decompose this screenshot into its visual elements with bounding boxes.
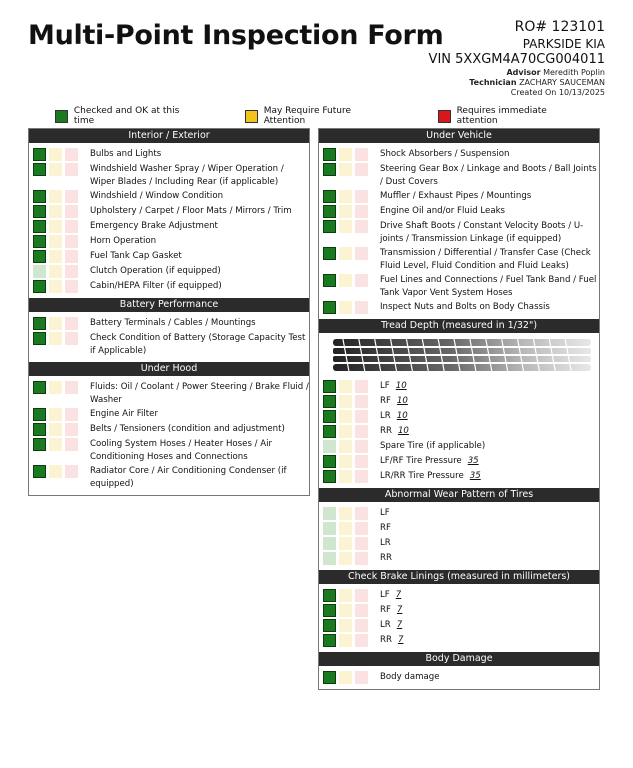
list-item [319,162,599,189]
list-item [29,279,309,294]
item-label: LF 10 [380,381,407,391]
immediate-status[interactable] [355,274,368,287]
item-label: Body damage [380,672,440,682]
ok-status[interactable] [323,537,336,550]
immediate-status[interactable] [355,163,368,176]
list-item [29,331,309,358]
ok-status[interactable] [323,220,336,233]
section-body-title: Body Damage [319,652,599,666]
list-item [319,189,599,204]
ok-status[interactable] [33,438,46,451]
future-status[interactable] [339,619,352,632]
brake-value: 7 [396,620,403,630]
section-vehicle [319,143,599,319]
brake-value: 7 [395,590,402,600]
tire-tread-icon [333,337,591,373]
section-interior-title: Interior / Exterior [29,129,309,143]
section-brakes-title: Check Brake Linings (measured in millimeters) [319,570,599,584]
immediate-status[interactable] [355,522,368,535]
pressure-value: 35 [469,471,481,481]
immediate-status[interactable] [65,205,78,218]
list-item [29,249,309,264]
item-label: LF [380,508,390,518]
item-label: RR [380,553,392,563]
item-label: Drive Shaft Boots / Constant Velocity Boots / U-joints / Transmission Linkage (if equipped) [380,221,584,244]
list-item [319,521,599,536]
item-label: Clutch Operation (if equipped) [90,266,221,276]
list-item [319,147,599,162]
legend-ok-label: Checked and OK at this time [73,106,180,126]
future-status[interactable] [339,604,352,617]
ok-status[interactable] [323,634,336,647]
immediate-status[interactable] [65,265,78,278]
technician: Technician ZACHARY SAUCEMAN [469,77,605,87]
immediate-status[interactable] [355,619,368,632]
future-status[interactable] [339,634,352,647]
item-label: Horn Operation [90,236,157,246]
item-label: Fuel Lines and Connections / Fuel Tank Band / Fuel Tank Vapor Vent System Hoses [380,275,597,298]
immediate-status[interactable] [355,301,368,314]
future-status[interactable] [339,425,352,438]
item-label: LF/RF Tire Pressure 35 [380,456,479,466]
ok-status[interactable] [33,381,46,394]
section-vehicle-title: Under Vehicle [319,129,599,143]
future-status[interactable] [339,163,352,176]
pressure-value: 35 [467,456,479,466]
future-status[interactable] [49,190,62,203]
ok-status[interactable] [33,408,46,421]
ok-status[interactable] [323,552,336,565]
list-item [319,394,599,409]
item-label: Radiator Core / Air Conditioning Condenser (if equipped) [90,466,287,489]
list-item [319,379,599,394]
ok-status[interactable] [33,250,46,263]
legend-ok [55,106,201,126]
future-status[interactable] [339,380,352,393]
immediate-status[interactable] [355,190,368,203]
item-label: Shock Absorbers / Suspension [380,149,510,159]
immediate-status[interactable] [355,148,368,161]
immediate-status[interactable] [355,507,368,520]
immediate-status[interactable] [355,410,368,423]
ok-status[interactable] [33,235,46,248]
ok-status[interactable] [323,425,336,438]
green-swatch [55,110,68,123]
yellow-swatch [245,110,258,123]
future-status[interactable] [49,205,62,218]
future-status[interactable] [339,455,352,468]
ok-status[interactable] [323,274,336,287]
immediate-status[interactable] [65,280,78,293]
ok-status[interactable] [33,163,46,176]
item-label: Cabin/HEPA Filter (if equipped) [90,281,222,291]
ok-status[interactable] [33,423,46,436]
future-status[interactable] [49,250,62,263]
future-status[interactable] [339,522,352,535]
list-item [319,506,599,521]
section-body [319,666,599,689]
ok-status[interactable] [323,522,336,535]
item-label: Battery Terminals / Cables / Mountings [90,318,256,328]
list-item [319,246,599,273]
item-label: RR 10 [380,426,409,436]
ok-status[interactable] [323,440,336,453]
future-status[interactable] [339,440,352,453]
list-item [319,588,599,603]
ok-status[interactable] [323,410,336,423]
section-tread-title: Tread Depth (measured in 1/32") [319,319,599,333]
future-status[interactable] [339,395,352,408]
list-item [29,407,309,422]
item-label: Engine Air Filter [90,409,158,419]
immediate-status[interactable] [65,190,78,203]
future-status[interactable] [49,438,62,451]
immediate-status[interactable] [355,440,368,453]
future-status[interactable] [339,247,352,260]
future-status[interactable] [339,205,352,218]
right-column [318,128,600,690]
list-item [319,454,599,469]
item-label: Muffler / Exhaust Pipes / Mountings [380,191,532,201]
item-label: Transmission / Differential / Transfer Case (Check Fluid Level, Fluid Condition and Fluid Leaks) [380,248,591,271]
left-column [28,128,310,496]
ok-status[interactable] [323,671,336,684]
item-label: RF [380,523,391,533]
tread-value: 10 [397,426,409,436]
list-item [319,300,599,315]
ok-status[interactable] [323,190,336,203]
ok-status[interactable] [323,507,336,520]
item-label: Steering Gear Box / Linkage and Boots / Ball Joints / Dust Covers [380,164,597,187]
legend-future-label: May Require Future Attention [263,106,352,126]
item-label: Cooling System Hoses / Heater Hoses / Air Conditioning Hoses and Connections [90,439,273,462]
section-brakes [319,584,599,652]
immediate-status[interactable] [65,235,78,248]
list-item [319,273,599,300]
future-status[interactable] [49,423,62,436]
item-label: LR 7 [380,620,403,630]
legend-future [245,106,394,126]
list-item [29,234,309,249]
list-item [319,409,599,424]
list-item [29,464,309,491]
section-hood [29,376,309,495]
future-status[interactable] [49,381,62,394]
legend [55,106,633,126]
immediate-status[interactable] [65,423,78,436]
section-battery-title: Battery Performance [29,298,309,312]
immediate-status[interactable] [355,247,368,260]
list-item [29,147,309,162]
item-label: LR [380,538,391,548]
immediate-status[interactable] [355,220,368,233]
ok-status[interactable] [323,163,336,176]
ok-status[interactable] [33,317,46,330]
ro-number: RO# 123101 [514,19,605,35]
item-label: Engine Oil and/or Fluid Leaks [380,206,506,216]
immediate-status[interactable] [355,455,368,468]
item-label: Fuel Tank Cap Gasket [90,251,182,261]
header-info [429,19,605,98]
future-status[interactable] [339,537,352,550]
item-label: Bulbs and Lights [90,149,162,159]
future-status[interactable] [49,408,62,421]
future-status[interactable] [49,317,62,330]
future-status[interactable] [49,235,62,248]
future-status[interactable] [339,148,352,161]
list-item [319,439,599,454]
future-status[interactable] [339,470,352,483]
ok-status[interactable] [33,220,46,233]
ok-status[interactable] [33,148,46,161]
list-item [29,316,309,331]
ok-status[interactable] [33,265,46,278]
list-item [29,189,309,204]
immediate-status[interactable] [355,395,368,408]
ok-status[interactable] [33,332,46,345]
item-label: LF 7 [380,590,402,600]
list-item [319,424,599,439]
item-label: Spare Tire (if applicable) [380,441,486,451]
item-label: RR 7 [380,635,404,645]
tread-value: 10 [395,381,407,391]
immediate-status[interactable] [355,205,368,218]
immediate-status[interactable] [355,537,368,550]
ok-status[interactable] [323,470,336,483]
immediate-status[interactable] [65,465,78,478]
immediate-status[interactable] [355,671,368,684]
list-item [319,536,599,551]
section-wear [319,502,599,570]
section-hood-title: Under Hood [29,362,309,376]
advisor: Advisor Meredith Poplin [506,67,605,77]
item-label: Windshield Washer Spray / Wiper Operation / Wiper Blades / Including Rear (if applicable) [90,164,284,187]
tread-depth-graphic [333,337,591,373]
list-item [29,380,309,407]
item-label: RF 10 [380,396,408,406]
immediate-status[interactable] [65,148,78,161]
legend-immediate [438,106,589,126]
item-label: Windshield / Window Condition [90,191,224,201]
section-battery [29,312,309,362]
item-label: Inspect Nuts and Bolts on Body Chassis [380,302,550,312]
future-status[interactable] [339,190,352,203]
immediate-status[interactable] [65,332,78,345]
future-status[interactable] [49,465,62,478]
section-interior [29,143,309,298]
list-item [29,219,309,234]
immediate-status[interactable] [355,470,368,483]
ok-status[interactable] [33,465,46,478]
immediate-status[interactable] [65,317,78,330]
ok-status[interactable] [323,395,336,408]
ok-status[interactable] [33,190,46,203]
red-swatch [438,110,451,123]
future-status[interactable] [49,280,62,293]
item-label: Check Condition of Battery (Storage Capacity Test if Applicable) [90,333,306,356]
tread-value: 10 [396,411,408,421]
list-item [319,219,599,246]
page-title: Multi-Point Inspection Form [28,20,444,51]
vin: VIN 5XXGM4A70CG004011 [428,51,605,67]
list-item [319,469,599,484]
immediate-status[interactable] [65,381,78,394]
ok-status[interactable] [323,604,336,617]
list-item [319,603,599,618]
ok-status[interactable] [323,619,336,632]
immediate-status[interactable] [65,220,78,233]
immediate-status[interactable] [355,589,368,602]
list-item [319,633,599,648]
section-wear-title: Abnormal Wear Pattern of Tires [319,488,599,502]
future-status[interactable] [49,265,62,278]
section-tread [319,379,599,488]
future-status[interactable] [339,301,352,314]
dealer-name: PARKSIDE KIA [522,36,605,51]
list-item [29,422,309,437]
future-status[interactable] [339,671,352,684]
future-status[interactable] [339,507,352,520]
immediate-status[interactable] [355,634,368,647]
ok-status[interactable] [323,301,336,314]
item-label: Emergency Brake Adjustment [90,221,218,231]
immediate-status[interactable] [355,552,368,565]
ok-status[interactable] [323,589,336,602]
future-status[interactable] [49,148,62,161]
legend-immediate-label: Requires immediate attention [456,106,547,126]
future-status[interactable] [49,163,62,176]
list-item [29,162,309,189]
immediate-status[interactable] [355,425,368,438]
immediate-status[interactable] [65,163,78,176]
list-item [29,264,309,279]
immediate-status[interactable] [65,250,78,263]
list-item [319,551,599,566]
immediate-status[interactable] [355,380,368,393]
immediate-status[interactable] [65,408,78,421]
item-label: RF 7 [380,605,403,615]
future-status[interactable] [339,589,352,602]
immediate-status[interactable] [355,604,368,617]
ok-status[interactable] [323,148,336,161]
future-status[interactable] [339,220,352,233]
ok-status[interactable] [323,455,336,468]
list-item [319,204,599,219]
future-status[interactable] [339,274,352,287]
immediate-status[interactable] [65,438,78,451]
future-status[interactable] [49,332,62,345]
brake-value: 7 [396,605,403,615]
created-on: Created On 10/13/2025 [510,87,605,97]
item-label: Upholstery / Carpet / Floor Mats / Mirrors / Trim [90,206,292,216]
item-label: LR 10 [380,411,408,421]
item-label: LR/RR Tire Pressure 35 [380,471,481,481]
future-status[interactable] [339,410,352,423]
tread-value: 10 [396,396,408,406]
ok-status[interactable] [323,247,336,260]
ok-status[interactable] [33,280,46,293]
future-status[interactable] [49,220,62,233]
ok-status[interactable] [323,205,336,218]
list-item [319,670,599,685]
item-label: Fluids: Oil / Coolant / Power Steering / Brake Fluid / Washer [90,382,309,405]
future-status[interactable] [339,552,352,565]
ok-status[interactable] [323,380,336,393]
list-item [319,618,599,633]
ok-status[interactable] [33,205,46,218]
brake-value: 7 [397,635,404,645]
list-item [29,437,309,464]
list-item [29,204,309,219]
item-label: Belts / Tensioners (condition and adjustment) [90,424,285,434]
